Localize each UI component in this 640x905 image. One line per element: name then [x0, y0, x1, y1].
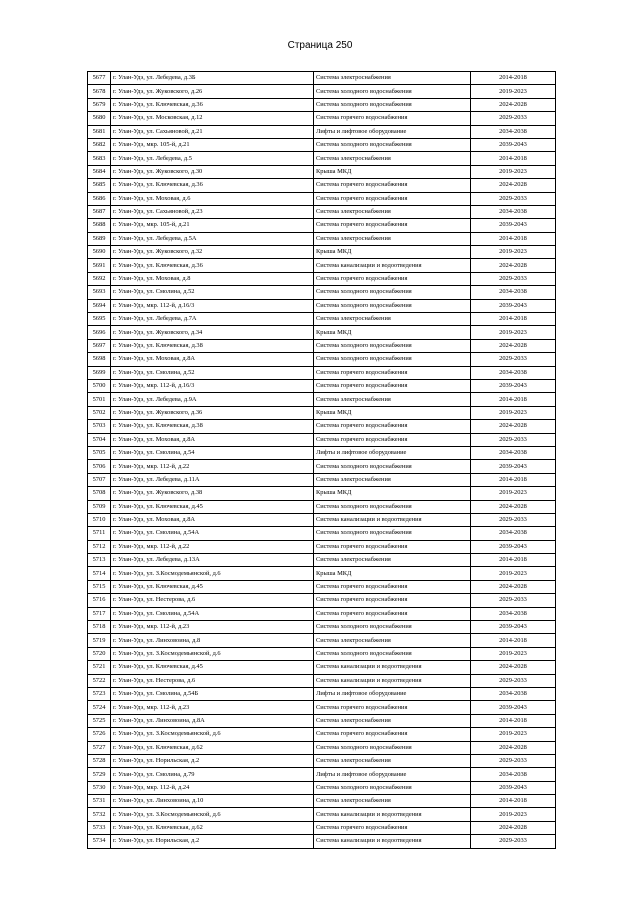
system-cell: Система холодного водоснабжения: [314, 527, 471, 540]
system-cell: Система холодного водоснабжения: [314, 741, 471, 754]
row-number-cell: 5709: [88, 500, 111, 513]
system-cell: Крыша МКД: [314, 487, 471, 500]
table-row: [88, 286, 556, 299]
row-number-cell: 5699: [88, 366, 111, 379]
period-cell: 2024-2028: [471, 580, 556, 593]
address-cell: г. Улан-Удэ, ул. Жуковского, д.34: [111, 326, 314, 339]
system-cell: Лифты и лифтовое оборудование: [314, 687, 471, 700]
row-number-cell: 5726: [88, 728, 111, 741]
period-cell: 2014-2018: [471, 634, 556, 647]
table-row: [88, 246, 556, 259]
address-cell: г. Улан-Удэ, ул. Жуковского, д.36: [111, 406, 314, 419]
table-row: [88, 125, 556, 138]
table-row: [88, 138, 556, 151]
address-cell: г. Улан-Удэ, ул. Ключевская, д.45: [111, 500, 314, 513]
row-number-cell: 5691: [88, 259, 111, 272]
row-number-cell: 5693: [88, 286, 111, 299]
address-cell: г. Улан-Удэ, ул. З.Космодемьянской, д.6: [111, 728, 314, 741]
system-cell: Система горячего водоснабжения: [314, 580, 471, 593]
table-row: [88, 567, 556, 580]
period-cell: 2039-2043: [471, 379, 556, 392]
table-row: [88, 701, 556, 714]
row-number-cell: 5734: [88, 835, 111, 848]
table-row: [88, 473, 556, 486]
system-cell: Система электроснабжения: [314, 754, 471, 767]
period-cell: 2039-2043: [471, 460, 556, 473]
table-row: [88, 152, 556, 165]
period-cell: 2024-2028: [471, 741, 556, 754]
address-cell: г. Улан-Удэ, ул. Ключевская, д.36: [111, 98, 314, 111]
table-row: [88, 621, 556, 634]
table-row: [88, 500, 556, 513]
row-number-cell: 5702: [88, 406, 111, 419]
system-cell: Система холодного водоснабжения: [314, 299, 471, 312]
address-cell: г. Улан-Удэ, ул. Моховая, д.8: [111, 272, 314, 285]
row-number-cell: 5710: [88, 513, 111, 526]
table-row: [88, 661, 556, 674]
table-row: [88, 835, 556, 848]
system-cell: Крыша МКД: [314, 246, 471, 259]
row-number-cell: 5694: [88, 299, 111, 312]
address-cell: г. Улан-Удэ, ул. Жуковского, д.38: [111, 487, 314, 500]
system-cell: Лифты и лифтовое оборудование: [314, 125, 471, 138]
address-cell: г. Улан-Удэ, ул. Жуковского, д.30: [111, 165, 314, 178]
address-cell: г. Улан-Удэ, ул. Смолина, д.54Б: [111, 687, 314, 700]
row-number-cell: 5732: [88, 808, 111, 821]
period-cell: 2014-2018: [471, 152, 556, 165]
table-row: [88, 728, 556, 741]
row-number-cell: 5690: [88, 246, 111, 259]
period-cell: 2024-2028: [471, 259, 556, 272]
period-cell: 2014-2018: [471, 72, 556, 85]
address-cell: г. Улан-Удэ, мкр. 112-й, д.22: [111, 460, 314, 473]
address-cell: г. Улан-Удэ, ул. Моховая, д.8А: [111, 513, 314, 526]
period-cell: 2034-2038: [471, 205, 556, 218]
period-cell: 2034-2038: [471, 527, 556, 540]
period-cell: 2034-2038: [471, 607, 556, 620]
table-row: [88, 272, 556, 285]
system-cell: Система горячего водоснабжения: [314, 701, 471, 714]
row-number-cell: 5683: [88, 152, 111, 165]
row-number-cell: 5730: [88, 781, 111, 794]
system-cell: Система горячего водоснабжения: [314, 821, 471, 834]
system-cell: Система электроснабжения: [314, 313, 471, 326]
row-number-cell: 5704: [88, 433, 111, 446]
row-number-cell: 5705: [88, 446, 111, 459]
period-cell: 2029-2033: [471, 192, 556, 205]
system-cell: Система электроснабжения: [314, 393, 471, 406]
table-row: [88, 808, 556, 821]
row-number-cell: 5688: [88, 219, 111, 232]
system-cell: Система холодного водоснабжения: [314, 500, 471, 513]
system-cell: Система электроснабжения: [314, 232, 471, 245]
system-cell: Система горячего водоснабжения: [314, 420, 471, 433]
row-number-cell: 5685: [88, 179, 111, 192]
table-row: [88, 781, 556, 794]
system-cell: Система холодного водоснабжения: [314, 339, 471, 352]
table-row: [88, 219, 556, 232]
period-cell: 2029-2033: [471, 754, 556, 767]
period-cell: 2034-2038: [471, 687, 556, 700]
system-cell: Система холодного водоснабжения: [314, 138, 471, 151]
row-number-cell: 5713: [88, 554, 111, 567]
period-cell: 2039-2043: [471, 138, 556, 151]
row-number-cell: 5731: [88, 795, 111, 808]
period-cell: 2014-2018: [471, 232, 556, 245]
period-cell: 2039-2043: [471, 621, 556, 634]
table-row: [88, 487, 556, 500]
row-number-cell: 5729: [88, 768, 111, 781]
table-row: [88, 687, 556, 700]
row-number-cell: 5728: [88, 754, 111, 767]
period-cell: 2019-2023: [471, 567, 556, 580]
period-cell: 2014-2018: [471, 313, 556, 326]
period-cell: 2024-2028: [471, 339, 556, 352]
period-cell: 2029-2033: [471, 594, 556, 607]
period-cell: 2039-2043: [471, 299, 556, 312]
row-number-cell: 5687: [88, 205, 111, 218]
table-row: [88, 379, 556, 392]
table-row: [88, 406, 556, 419]
address-cell: г. Улан-Удэ, ул. З.Космодемьянской, д.6: [111, 567, 314, 580]
row-number-cell: 5689: [88, 232, 111, 245]
address-cell: г. Улан-Удэ, ул. Смолина, д.54: [111, 446, 314, 459]
period-cell: 2034-2038: [471, 366, 556, 379]
row-number-cell: 5684: [88, 165, 111, 178]
address-cell: г. Улан-Удэ, ул. Ключевская, д.38: [111, 420, 314, 433]
period-cell: 2024-2028: [471, 821, 556, 834]
address-cell: г. Улан-Удэ, ул. Смолина, д.52: [111, 286, 314, 299]
table-row: [88, 232, 556, 245]
table-row: [88, 460, 556, 473]
address-cell: г. Улан-Удэ, ул. Ключевская, д.45: [111, 580, 314, 593]
row-number-cell: 5677: [88, 72, 111, 85]
address-cell: г. Улан-Удэ, ул. Ключевская, д.62: [111, 821, 314, 834]
table-row: [88, 741, 556, 754]
period-cell: 2024-2028: [471, 179, 556, 192]
period-cell: 2029-2033: [471, 272, 556, 285]
period-cell: 2029-2033: [471, 674, 556, 687]
table-row: [88, 339, 556, 352]
period-cell: 2024-2028: [471, 98, 556, 111]
system-cell: Крыша МКД: [314, 567, 471, 580]
period-cell: 2019-2023: [471, 487, 556, 500]
row-number-cell: 5682: [88, 138, 111, 151]
period-cell: 2019-2023: [471, 85, 556, 98]
period-cell: 2019-2023: [471, 406, 556, 419]
address-cell: г. Улан-Удэ, ул. Ключевская, д.62: [111, 741, 314, 754]
table-row: [88, 768, 556, 781]
system-cell: Система горячего водоснабжения: [314, 728, 471, 741]
system-cell: Система горячего водоснабжения: [314, 607, 471, 620]
address-cell: г. Улан-Удэ, ул. Лебедева, д.7А: [111, 313, 314, 326]
table-row: [88, 353, 556, 366]
row-number-cell: 5707: [88, 473, 111, 486]
system-cell: Лифты и лифтовое оборудование: [314, 446, 471, 459]
table-row: [88, 674, 556, 687]
row-number-cell: 5723: [88, 687, 111, 700]
table-row: [88, 527, 556, 540]
system-cell: Крыша МКД: [314, 165, 471, 178]
period-cell: 2029-2033: [471, 353, 556, 366]
address-cell: г. Улан-Удэ, ул. Ключевская, д.38: [111, 339, 314, 352]
address-cell: г. Улан-Удэ, ул. З.Космодемьянской, д.6: [111, 647, 314, 660]
address-cell: г. Улан-Удэ, ул. Нестерова, д.6: [111, 674, 314, 687]
address-cell: г. Улан-Удэ, ул. Лебедева, д.11А: [111, 473, 314, 486]
address-cell: г. Улан-Удэ, ул. Моховая, д.8А: [111, 353, 314, 366]
table-row: [88, 393, 556, 406]
system-cell: Система горячего водоснабжения: [314, 179, 471, 192]
table-row: [88, 179, 556, 192]
system-cell: Система горячего водоснабжения: [314, 366, 471, 379]
system-cell: Система холодного водоснабжения: [314, 647, 471, 660]
period-cell: 2034-2038: [471, 286, 556, 299]
address-cell: г. Улан-Удэ, ул. Нестерова, д.6: [111, 594, 314, 607]
row-number-cell: 5679: [88, 98, 111, 111]
table-row: [88, 205, 556, 218]
table-row: [88, 326, 556, 339]
period-cell: 2034-2038: [471, 768, 556, 781]
table-row: [88, 446, 556, 459]
row-number-cell: 5692: [88, 272, 111, 285]
system-cell: Система горячего водоснабжения: [314, 192, 471, 205]
system-cell: Система электроснабжения: [314, 795, 471, 808]
address-cell: г. Улан-Удэ, ул. Смолина, д.54А: [111, 527, 314, 540]
row-number-cell: 5717: [88, 607, 111, 620]
row-number-cell: 5680: [88, 112, 111, 125]
address-cell: г. Улан-Удэ, мкр. 112-й, д.23: [111, 621, 314, 634]
period-cell: 2019-2023: [471, 326, 556, 339]
address-cell: г. Улан-Удэ, ул. Ключевская, д.36: [111, 259, 314, 272]
row-number-cell: 5686: [88, 192, 111, 205]
period-cell: 2019-2023: [471, 808, 556, 821]
row-number-cell: 5708: [88, 487, 111, 500]
period-cell: 2039-2043: [471, 701, 556, 714]
row-number-cell: 5718: [88, 621, 111, 634]
row-number-cell: 5700: [88, 379, 111, 392]
registry-table-body: [88, 72, 556, 849]
address-cell: г. Улан-Удэ, ул. Линховоина, д.8А: [111, 714, 314, 727]
row-number-cell: 5724: [88, 701, 111, 714]
period-cell: 2029-2033: [471, 835, 556, 848]
period-cell: 2029-2033: [471, 112, 556, 125]
period-cell: 2024-2028: [471, 661, 556, 674]
address-cell: г. Улан-Удэ, мкр. 112-й, д.23: [111, 701, 314, 714]
table-row: [88, 366, 556, 379]
address-cell: г. Улан-Удэ, ул. Норильская, д.2: [111, 835, 314, 848]
system-cell: Система холодного водоснабжения: [314, 781, 471, 794]
period-cell: 2019-2023: [471, 728, 556, 741]
row-number-cell: 5727: [88, 741, 111, 754]
period-cell: 2014-2018: [471, 393, 556, 406]
table-row: [88, 299, 556, 312]
table-row: [88, 754, 556, 767]
table-row: [88, 192, 556, 205]
system-cell: Система горячего водоснабжения: [314, 540, 471, 553]
address-cell: г. Улан-Удэ, ул. З.Космодемьянской, д.6: [111, 808, 314, 821]
table-row: [88, 98, 556, 111]
system-cell: Система электроснабжения: [314, 473, 471, 486]
address-cell: г. Улан-Удэ, ул. Моховая, д.8А: [111, 433, 314, 446]
table-row: [88, 821, 556, 834]
period-cell: 2019-2023: [471, 165, 556, 178]
period-cell: 2039-2043: [471, 540, 556, 553]
period-cell: 2029-2033: [471, 513, 556, 526]
row-number-cell: 5697: [88, 339, 111, 352]
period-cell: 2014-2018: [471, 714, 556, 727]
row-number-cell: 5711: [88, 527, 111, 540]
row-number-cell: 5719: [88, 634, 111, 647]
system-cell: Крыша МКД: [314, 406, 471, 419]
system-cell: Система канализации и водоотведения: [314, 513, 471, 526]
table-row: [88, 594, 556, 607]
row-number-cell: 5725: [88, 714, 111, 727]
period-cell: 2019-2023: [471, 246, 556, 259]
table-row: [88, 795, 556, 808]
row-number-cell: 5720: [88, 647, 111, 660]
system-cell: Система холодного водоснабжения: [314, 85, 471, 98]
system-cell: Крыша МКД: [314, 326, 471, 339]
row-number-cell: 5696: [88, 326, 111, 339]
system-cell: Система горячего водоснабжения: [314, 219, 471, 232]
system-cell: Система канализации и водоотведения: [314, 661, 471, 674]
page-title: Страница 250: [287, 40, 353, 51]
address-cell: г. Улан-Удэ, мкр. 112-й, д.16/3: [111, 379, 314, 392]
address-cell: г. Улан-Удэ, мкр. 105-й, д.21: [111, 219, 314, 232]
period-cell: 2019-2023: [471, 647, 556, 660]
table-row: [88, 85, 556, 98]
row-number-cell: 5733: [88, 821, 111, 834]
address-cell: г. Улан-Удэ, ул. Смолина, д.52: [111, 366, 314, 379]
row-number-cell: 5703: [88, 420, 111, 433]
system-cell: Система горячего водоснабжения: [314, 594, 471, 607]
address-cell: г. Улан-Удэ, ул. Линховоина, д.10: [111, 795, 314, 808]
system-cell: Система холодного водоснабжения: [314, 460, 471, 473]
period-cell: 2039-2043: [471, 781, 556, 794]
system-cell: Система электроснабжения: [314, 714, 471, 727]
address-cell: г. Улан-Удэ, ул. Норильская, д.2: [111, 754, 314, 767]
table-row: [88, 607, 556, 620]
table-row: [88, 313, 556, 326]
address-cell: г. Улан-Удэ, ул. Ключевская, д.36: [111, 179, 314, 192]
row-number-cell: 5706: [88, 460, 111, 473]
address-cell: г. Улан-Удэ, ул. Жуковского, д.32: [111, 246, 314, 259]
table-row: [88, 540, 556, 553]
row-number-cell: 5681: [88, 125, 111, 138]
table-row: [88, 259, 556, 272]
table-row: [88, 420, 556, 433]
system-cell: Система холодного водоснабжения: [314, 98, 471, 111]
system-cell: Система электроснабжения: [314, 205, 471, 218]
address-cell: г. Улан-Удэ, ул. Ключевская, д.45: [111, 661, 314, 674]
address-cell: г. Улан-Удэ, ул. Моховая, д.6: [111, 192, 314, 205]
address-cell: г. Улан-Удэ, ул. Смолина, д.54А: [111, 607, 314, 620]
row-number-cell: 5698: [88, 353, 111, 366]
row-number-cell: 5712: [88, 540, 111, 553]
address-cell: г. Улан-Удэ, ул. Лебедева, д.13А: [111, 554, 314, 567]
period-cell: 2034-2038: [471, 125, 556, 138]
system-cell: Система горячего водоснабжения: [314, 379, 471, 392]
system-cell: Система горячего водоснабжения: [314, 272, 471, 285]
row-number-cell: 5716: [88, 594, 111, 607]
system-cell: Система электроснабжения: [314, 634, 471, 647]
system-cell: Система холодного водоснабжения: [314, 621, 471, 634]
system-cell: Система канализации и водоотведения: [314, 259, 471, 272]
address-cell: г. Улан-Удэ, ул. Линховоина, д.8: [111, 634, 314, 647]
address-cell: г. Улан-Удэ, ул. Смолина, д.79: [111, 768, 314, 781]
row-number-cell: 5722: [88, 674, 111, 687]
address-cell: г. Улан-Удэ, ул. Лебедева, д.5: [111, 152, 314, 165]
system-cell: Система канализации и водоотведения: [314, 674, 471, 687]
table-row: [88, 433, 556, 446]
period-cell: 2034-2038: [471, 446, 556, 459]
period-cell: 2039-2043: [471, 219, 556, 232]
row-number-cell: 5701: [88, 393, 111, 406]
address-cell: г. Улан-Удэ, мкр. 112-й, д.22: [111, 540, 314, 553]
system-cell: Лифты и лифтовое оборудование: [314, 768, 471, 781]
table-row: [88, 513, 556, 526]
table-row: [88, 165, 556, 178]
table-row: [88, 647, 556, 660]
address-cell: г. Улан-Удэ, ул. Сахьяновой, д.23: [111, 205, 314, 218]
table-row: [88, 112, 556, 125]
period-cell: 2029-2033: [471, 433, 556, 446]
period-cell: 2014-2018: [471, 473, 556, 486]
period-cell: 2024-2028: [471, 420, 556, 433]
table-row: [88, 580, 556, 593]
system-cell: Система электроснабжения: [314, 554, 471, 567]
address-cell: г. Улан-Удэ, ул. Лебедева, д.3Б: [111, 72, 314, 85]
system-cell: Система электроснабжения: [314, 72, 471, 85]
table-row: [88, 714, 556, 727]
row-number-cell: 5678: [88, 85, 111, 98]
system-cell: Система канализации и водоотведения: [314, 835, 471, 848]
registry-table: [87, 71, 556, 849]
system-cell: Система канализации и водоотведения: [314, 808, 471, 821]
address-cell: г. Улан-Удэ, мкр. 112-й, д.16/3: [111, 299, 314, 312]
row-number-cell: 5721: [88, 661, 111, 674]
period-cell: 2014-2018: [471, 554, 556, 567]
address-cell: г. Улан-Удэ, мкр. 112-й, д.24: [111, 781, 314, 794]
table-row: [88, 634, 556, 647]
table-row: [88, 554, 556, 567]
address-cell: г. Улан-Удэ, ул. Жуковского, д.26: [111, 85, 314, 98]
row-number-cell: 5715: [88, 580, 111, 593]
system-cell: Система горячего водоснабжения: [314, 433, 471, 446]
period-cell: 2024-2028: [471, 500, 556, 513]
address-cell: г. Улан-Удэ, ул. Лебедева, д.9А: [111, 393, 314, 406]
period-cell: 2014-2018: [471, 795, 556, 808]
system-cell: Система холодного водоснабжения: [314, 353, 471, 366]
system-cell: Система электроснабжения: [314, 152, 471, 165]
system-cell: Система холодного водоснабжения: [314, 286, 471, 299]
table-row: [88, 72, 556, 85]
system-cell: Система горячего водоснабжения: [314, 112, 471, 125]
address-cell: г. Улан-Удэ, мкр. 105-й, д.21: [111, 138, 314, 151]
row-number-cell: 5695: [88, 313, 111, 326]
address-cell: г. Улан-Удэ, ул. Московская, д.12: [111, 112, 314, 125]
row-number-cell: 5714: [88, 567, 111, 580]
address-cell: г. Улан-Удэ, ул. Сахьяновой, д.21: [111, 125, 314, 138]
address-cell: г. Улан-Удэ, ул. Лебедева, д.5А: [111, 232, 314, 245]
